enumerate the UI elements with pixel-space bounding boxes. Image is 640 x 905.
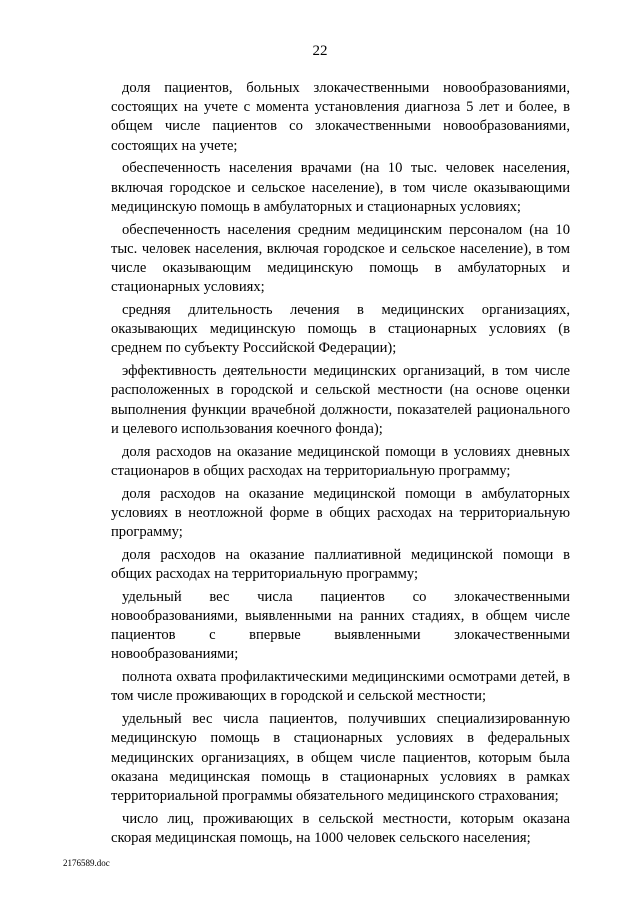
paragraph: средняя длительность лечения в медицинских организациях, оказывающих медицинскую помощь в стационарных условиях (в среднем по субъекту Российской Федерации); [111, 302, 570, 357]
paragraph: эффективность деятельности медицинских организаций, в том числе расположенных в городской и сельской местности (на основе оценки выполнения функции врачебной должности, показателей рационального и целевого использования коечного фонда); [111, 363, 570, 437]
page-number: 22 [312, 43, 328, 59]
paragraph: число лиц, проживающих в сельской местности, которым оказана скорая медицинская помощь, на 1000 человек сельского населения; [111, 810, 570, 847]
paragraph: доля расходов на оказание паллиативной медицинской помощи в общих расходах на территориальную программу; [111, 546, 570, 583]
body-text [111, 79, 570, 852]
paragraph: обеспеченность населения средним медицинским персоналом (на 10 тыс. человек населения, включая городское и сельское население), в том числе оказывающим медицинскую помощь в амбулаторных и стационарных условиях; [111, 221, 570, 296]
paragraph: удельный вес числа пациентов со злокачественными новообразованиями, выявленными на ранних стадиях, в общем числе пациентов с впервые выявленными злокачественными новообразованиями; [111, 588, 570, 663]
paragraph: обеспеченность населения врачами (на 10 тыс. человек населения, включая городское и сельское население), в том числе оказывающими медицинскую помощь в амбулаторных и стационарных условиях; [111, 160, 570, 215]
footer-filename: 2176589.doc [63, 858, 110, 868]
paragraph: доля расходов на оказание медицинской помощи в амбулаторных условиях в неотложной форме в общих расходах на территориальную программу; [111, 485, 570, 541]
paragraph: удельный вес числа пациентов, получивших специализированную медицинскую помощь в стационарных условиях в федеральных медицинских организациях, в общем числе пациентов, которым была оказана медицинская помощь в стационарных условиях в рамках территориальной программы обязательного медицинского страхования; [111, 711, 570, 805]
paragraph: доля расходов на оказание медицинской помощи в условиях дневных стационаров в общих расходах на территориальную программу; [111, 443, 570, 479]
paragraph: полнота охвата профилактическими медицинскими осмотрами детей, в том числе проживающих в городской и сельской местности; [111, 669, 570, 705]
paragraph: доля пациентов, больных злокачественными новообразованиями, состоящих на учете с момента установления диагноза 5 лет и более, в общем числе пациентов со злокачественными новообразованиями, состоящих на учете; [111, 80, 570, 154]
